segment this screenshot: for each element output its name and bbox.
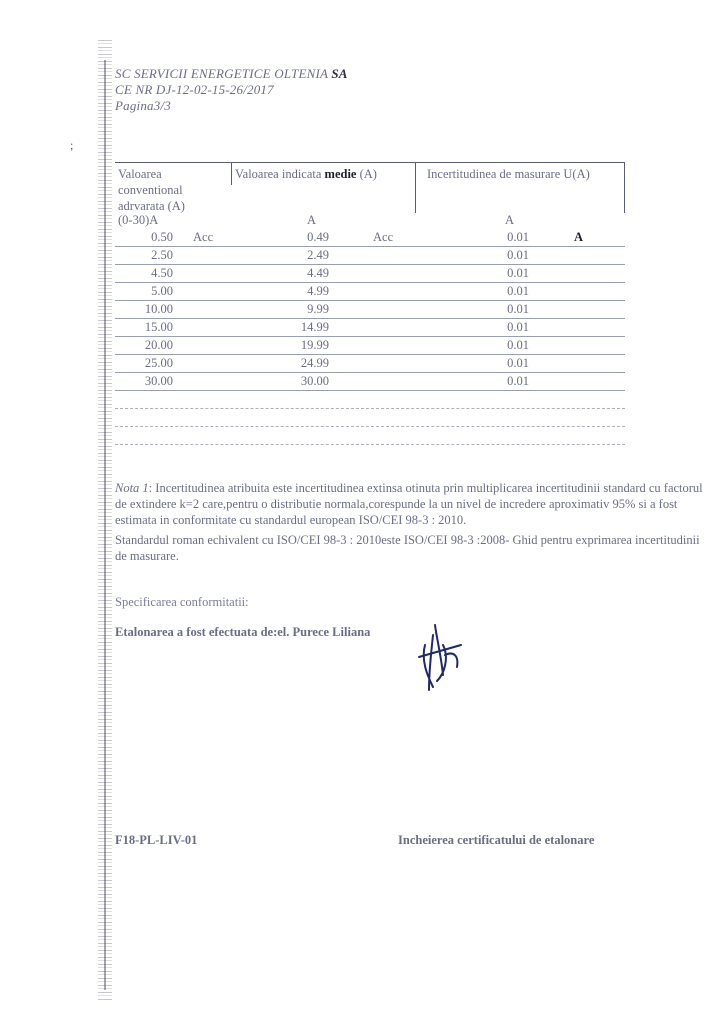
header-divider-1 xyxy=(231,163,232,185)
cell-uncertainty: 0.01 xyxy=(507,374,529,388)
note-1-text: : Incertitudinea atribuita este incertitudinea extinsa otinuta prin multiplicarea incertitudinii standard cu factorul de extindere k=2 care,pentru o distributie normala,corespunde la un nivel de incredere aproximativ 95% si a fost estimata in conformitate cu standardul european ISO/CEI 98-3 : 2010. xyxy=(115,481,703,527)
table-row xyxy=(115,265,625,283)
cell-conventional-value: 5.00 xyxy=(151,284,173,298)
page-number: Pagina3/3 xyxy=(115,98,171,113)
unit-col3: A xyxy=(505,213,515,227)
cell-uncertainty: 0.01 xyxy=(507,356,529,370)
cell-indicated-value: 4.99 xyxy=(307,284,329,298)
stray-mark: ; xyxy=(70,138,74,152)
cell-indicated-value: 9.99 xyxy=(307,302,329,316)
header-indicated-value xyxy=(235,166,415,182)
company-name xyxy=(115,66,348,82)
unit-row xyxy=(115,213,625,229)
table-row xyxy=(115,283,625,301)
cell-indicated-value: 30.00 xyxy=(300,374,329,388)
cell-uncertainty: 0.01 xyxy=(507,266,529,280)
empty-row xyxy=(115,427,625,445)
cell-uncertainty: 0.01 xyxy=(507,230,529,244)
header-conventional-value: Valoarea conventional adrvarata (A) xyxy=(118,167,185,213)
scan-artifact-line xyxy=(104,60,106,990)
unit-col2: A xyxy=(307,213,317,227)
table-header xyxy=(115,162,625,213)
table-row xyxy=(115,229,625,247)
table-row xyxy=(115,301,625,319)
company-name-text: SC SERVICII ENERGETICE OLTENIA xyxy=(115,66,332,81)
table-row xyxy=(115,355,625,373)
cell-conventional-value: 4.50 xyxy=(151,266,173,280)
note-1-label: Nota 1 xyxy=(115,481,149,495)
certificate-number: CE NR DJ-12-02-15-26/2017 xyxy=(115,82,274,97)
certificate-closing: Incheierea certificatului de etalonare xyxy=(398,833,595,847)
note-2: Standardul roman echivalent cu ISO/CEI 98-3 : 2010este ISO/CEI 98-3 :2008- Ghid pentru exprimarea incertitudinii de masurare. xyxy=(115,533,700,563)
cell-conventional-value: 25.00 xyxy=(144,356,173,370)
calibration-performed-by: Etalonarea a fost efectuata de:el. Purece Liliana xyxy=(115,625,371,639)
empty-row xyxy=(115,409,625,427)
cell-uncertainty: 0.01 xyxy=(507,284,529,298)
cell-indicated-value: 2.49 xyxy=(307,248,329,262)
header-indicated-pre: Valoarea indicata xyxy=(235,167,325,181)
cell-indicated-value: 24.99 xyxy=(300,356,329,370)
header-indicated-post: (A) xyxy=(356,167,377,181)
cell-conventional-value: 20.00 xyxy=(144,338,173,352)
table-row xyxy=(115,373,625,391)
cell-uncertainty: 0.01 xyxy=(507,320,529,334)
cell-indicated-value: 14.99 xyxy=(300,320,329,334)
notes-section xyxy=(115,480,710,564)
conformity-specification: Specificarea conformitatii: xyxy=(115,595,249,609)
cell-indicated-value: 19.99 xyxy=(300,338,329,352)
cell-uncertainty: 0.01 xyxy=(507,338,529,352)
form-code: F18-PL-LIV-01 xyxy=(115,833,198,847)
header-indicated-bold: medie xyxy=(324,167,357,181)
cell-uncertainty: 0.01 xyxy=(507,248,529,262)
signature xyxy=(415,615,465,695)
table-row xyxy=(115,337,625,355)
range-label: (0-30)A xyxy=(118,213,159,227)
calibration-table xyxy=(115,162,625,445)
cell-uncertainty: 0.01 xyxy=(507,302,529,316)
company-suffix: SA xyxy=(331,66,348,81)
cell-conventional-value: 0.50 xyxy=(151,230,173,244)
cell-acc-1: Acc xyxy=(193,230,214,244)
note-1 xyxy=(115,480,710,528)
table-body xyxy=(115,229,625,391)
cell-conventional-value: 2.50 xyxy=(151,248,173,262)
cell-unit: A xyxy=(574,230,584,244)
document-header xyxy=(115,66,348,114)
cell-conventional-value: 10.00 xyxy=(144,302,173,316)
table-row xyxy=(115,247,625,265)
cell-conventional-value: 15.00 xyxy=(144,320,173,334)
empty-row xyxy=(115,391,625,409)
cell-indicated-value: 0.49 xyxy=(307,230,329,244)
cell-acc-2: Acc xyxy=(373,230,394,244)
cell-conventional-value: 30.00 xyxy=(144,374,173,388)
header-divider-2 xyxy=(415,163,416,213)
cell-indicated-value: 4.49 xyxy=(307,266,329,280)
table-row xyxy=(115,319,625,337)
header-uncertainty: Incertitudinea de masurare U(A) xyxy=(427,167,590,181)
